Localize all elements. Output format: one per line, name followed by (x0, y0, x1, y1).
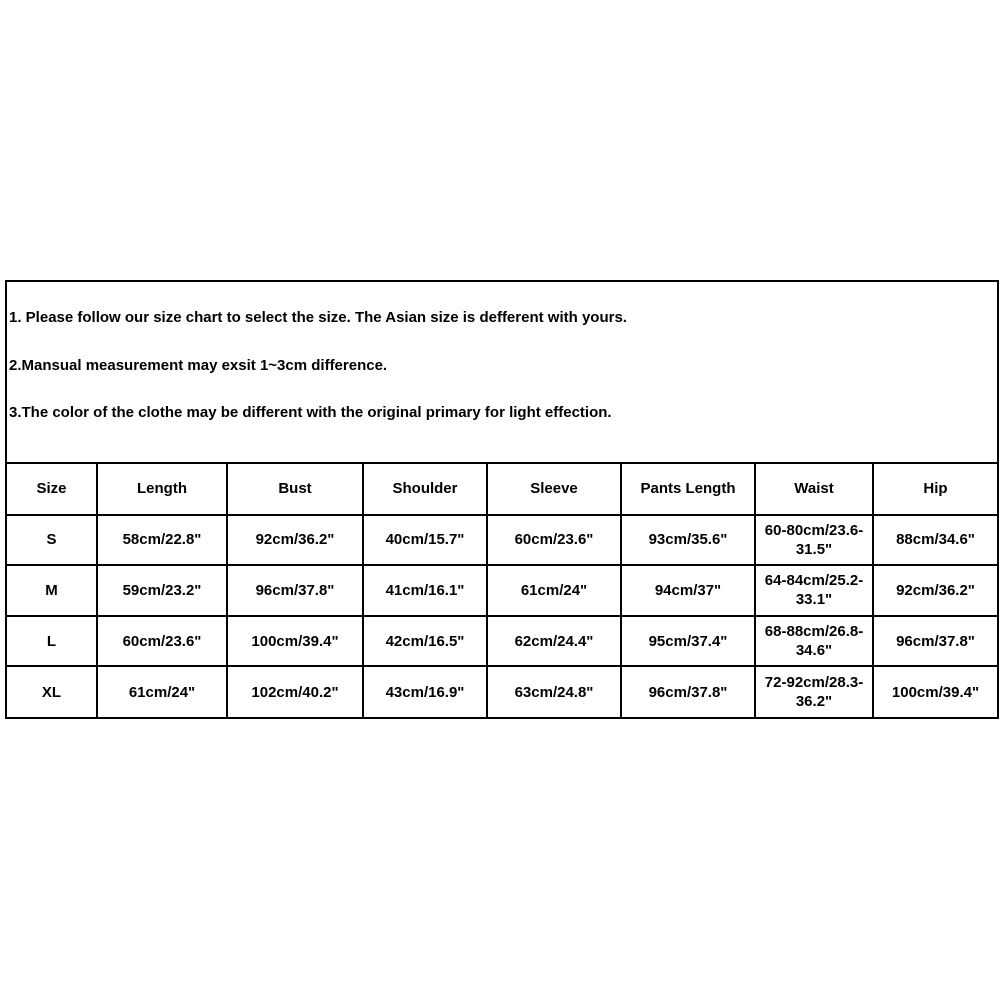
size-table (7, 464, 997, 717)
table-cell: 96cm/37.8" (227, 565, 363, 616)
column-header-shoulder: Shoulder (363, 464, 487, 515)
table-cell: 43cm/16.9" (363, 666, 487, 717)
table-cell: 100cm/39.4" (227, 616, 363, 667)
column-header-hip: Hip (873, 464, 997, 515)
table-cell: 96cm/37.8" (873, 616, 997, 667)
table-cell: 88cm/34.6" (873, 515, 997, 566)
column-header-sleeve: Sleeve (487, 464, 621, 515)
table-cell: 60cm/23.6" (97, 616, 227, 667)
table-cell: 100cm/39.4" (873, 666, 997, 717)
note-2: 2.Mansual measurement may exsit 1~3cm difference. (9, 357, 388, 374)
column-header-bust: Bust (227, 464, 363, 515)
table-cell: 61cm/24" (487, 565, 621, 616)
table-cell: 93cm/35.6" (621, 515, 755, 566)
column-header-waist: Waist (755, 464, 873, 515)
table-header-row (7, 464, 997, 515)
table-cell: 60-80cm/23.6-31.5" (755, 515, 873, 566)
table-cell: 102cm/40.2" (227, 666, 363, 717)
table-cell: M (7, 565, 97, 616)
column-header-length: Length (97, 464, 227, 515)
table-cell: 62cm/24.4" (487, 616, 621, 667)
table-cell: 42cm/16.5" (363, 616, 487, 667)
size-chart (5, 280, 999, 719)
table-cell: 58cm/22.8" (97, 515, 227, 566)
table-row (7, 616, 997, 667)
table-cell: 40cm/15.7" (363, 515, 487, 566)
table-cell: L (7, 616, 97, 667)
table-cell: S (7, 515, 97, 566)
table-cell: 95cm/37.4" (621, 616, 755, 667)
table-cell: 61cm/24" (97, 666, 227, 717)
column-header-pants-length: Pants Length (621, 464, 755, 515)
table-cell: 41cm/16.1" (363, 565, 487, 616)
table-row (7, 565, 997, 616)
table-row (7, 666, 997, 717)
table-cell: 94cm/37" (621, 565, 755, 616)
table-cell: 96cm/37.8" (621, 666, 755, 717)
table-cell: 64-84cm/25.2-33.1" (755, 565, 873, 616)
table-row (7, 515, 997, 566)
table-cell: 72-92cm/28.3-36.2" (755, 666, 873, 717)
table-cell: 68-88cm/26.8-34.6" (755, 616, 873, 667)
table-cell: 60cm/23.6" (487, 515, 621, 566)
note-3: 3.The color of the clothe may be different with the original primary for light effection. (9, 404, 612, 421)
table-cell: 92cm/36.2" (873, 565, 997, 616)
table-cell: 92cm/36.2" (227, 515, 363, 566)
column-header-size: Size (7, 464, 97, 515)
table-cell: 59cm/23.2" (97, 565, 227, 616)
note-1: 1. Please follow our size chart to select the size. The Asian size is defferent with yours. (9, 309, 627, 326)
table-cell: 63cm/24.8" (487, 666, 621, 717)
size-notes (7, 282, 997, 464)
table-cell: XL (7, 666, 97, 717)
